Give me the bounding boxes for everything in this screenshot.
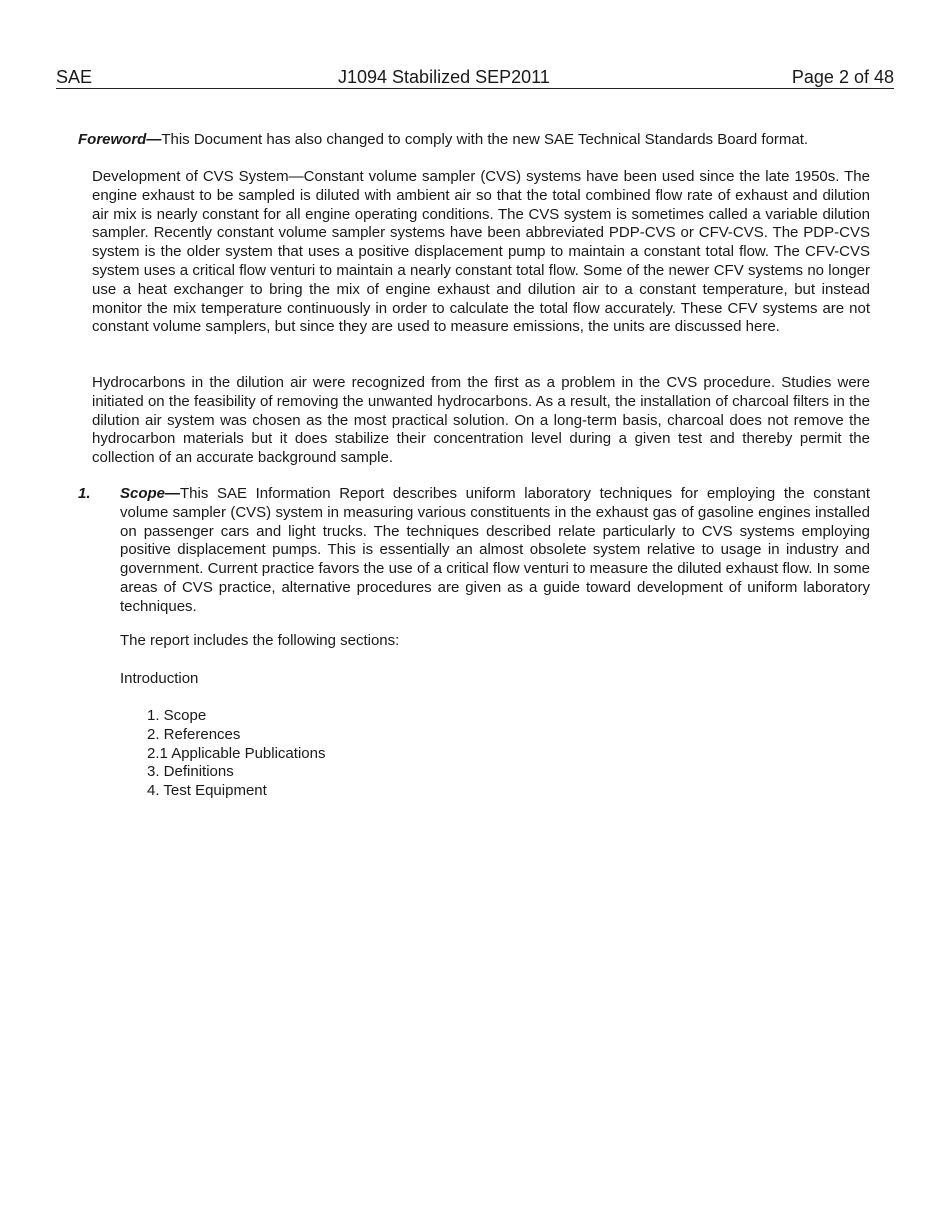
- header-document-id: J1094 Stabilized SEP2011: [338, 67, 550, 87]
- page-header: [56, 66, 894, 89]
- hydrocarbons-paragraph: Hydrocarbons in the dilution air were recognized from the first as a problem in the CVS procedure. Studies were initiated on the feasibility of removing the unwanted hydrocarbons. As a result, the installation of charcoal filters in the dilution air system was chosen as the most practical solution. On a long-term basis, charcoal does not remove the hydrocarbon materials but it does stabilize their concentration level during a given test and thereby permit the collection of an accurate background sample.: [92, 374, 870, 467]
- section-number: 1.: [78, 485, 91, 502]
- header-org: SAE: [56, 67, 93, 87]
- cvs-development-paragraph: Development of CVS System—Constant volume sampler (CVS) systems have been used since the late 1950s. The engine exhaust to be sampled is diluted with ambient air so that the total combined flow rate of exhaust and dilution air mix is nearly constant for all engine operating conditions. The CVS system is sometimes called a variable dilution sampler. Recently constant volume sampler systems have been abbreviated PDP-CVS or CFV-CVS. The PDP-CVS system is the older system that uses a positive displacement pump to maintain a constant total flow. The CFV-CVS system uses a critical flow venturi to maintain a nearly constant total flow. Some of the newer CFV systems no longer use a heat exchanger to bring the mix of engine exhaust and dilution air to a constant temperature, but instead monitor the mix temperature continuously in order to calculate the total flow accurately. These CFV systems are not constant volume samplers, but since they are used to measure emissions, the units are discussed here.: [92, 168, 870, 336]
- foreword-label: Foreword—: [78, 131, 162, 148]
- section-list: [147, 707, 325, 801]
- report-sections-intro: The report includes the following sections:: [120, 632, 400, 649]
- foreword-paragraph: [78, 131, 878, 150]
- list-item: 4. Test Equipment: [147, 782, 267, 800]
- introduction-heading: Introduction: [120, 670, 199, 687]
- header-page-number: Page 2 of 48: [791, 67, 894, 87]
- list-item: 2.1 Applicable Publications: [147, 744, 326, 762]
- list-item: 2. References: [147, 725, 241, 743]
- list-item: 3. Definitions: [147, 763, 234, 781]
- list-item: 1. Scope: [147, 707, 207, 724]
- foreword-text: This Document has also changed to comply with the new SAE Technical Standards Board format.: [161, 131, 809, 148]
- scope-text: This SAE Information Report describes uniform laboratory techniques for employing the constant volume sampler (CVS) system in measuring various constituents in the exhaust gas of gasoline engines installed on passenger cars and light trucks. The techniques described relate particularly to CVS systems employing positive displacement pumps. This is essentially an almost obsolete system relative to usage in industry and government. Current practice favors the use of a critical flow venturi to measure the diluted exhaust flow. In some areas of CVS practice, alternative procedures are given as a guide toward development of uniform laboratory techniques.: [120, 485, 870, 615]
- scope-paragraph: [120, 485, 870, 617]
- scope-label: Scope—: [120, 485, 181, 502]
